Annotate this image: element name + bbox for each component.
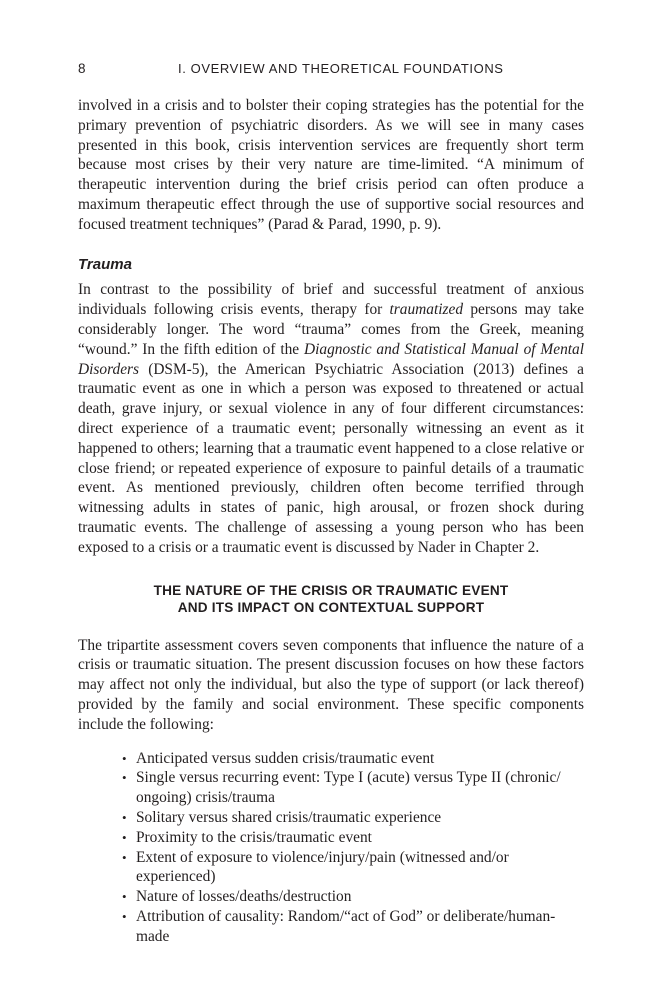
list-item-text: Proximity to the crisis/traumatic event [136,828,372,846]
list-item [122,848,584,888]
trauma-text-1: In contrast to the possibility of brief and successful treatment of anxious individuals following crisis events, therapy for [78,281,584,319]
bullet-icon: • [122,908,127,924]
bullet-icon: • [122,849,127,865]
list-item-text: Solitary versus shared crisis/traumatic experience [136,808,442,826]
trauma-text-2: persons may take considerably longer. The word “trauma” comes from the Greek, meaning “wound.” In the fifth edition of the [78,301,584,358]
running-head: I. OVERVIEW AND THEORETICAL FOUNDATIONS [178,61,504,76]
bullet-icon: • [122,889,127,905]
list-item [122,768,584,808]
intro-paragraph: involved in a crisis and to bolster their coping strategies has the potential for the primary prevention of psychiatric disorders. As we will see in many cases presented in this book, crisis intervention services are frequently short term because most crises by their very nature are time-limited. “A minimum of therapeutic intervention during the brief crisis period can often produce a maximum therapeutic effect through the use of supportive social resources and focused treatment techniques” (Parad & Parad, 1990, p. 9). [78,97,584,233]
list-item [122,828,584,848]
list-item-text: Single versus recurring event: Type I (acute) versus Type II (chronic/ ongoing) crisis/trauma [136,769,561,807]
bullet-icon: • [122,750,127,766]
traumatized-emphasis: traumatized [389,301,464,319]
page-body [78,96,584,946]
tripartite-paragraph: The tripartite assessment covers seven components that influence the nature of a crisis or traumatic situation. The present discussion focuses on how these factors may affect not only the individual, but also the type of support (or lack thereof) provided by the family and social environment. These specific components include the following: [78,636,584,733]
trauma-paragraph [78,280,584,557]
list-item [122,887,584,907]
bullet-icon: • [122,829,127,845]
list-item [122,907,584,947]
trauma-text-3: (DSM-5), the American Psychiatric Association (2013) defines a traumatic event as one in which a person was exposed to threatened or actual death, grave injury, or sexual violence in any of four different circumstances: direct experience of a traumatic event; personally witnessing an event as it happened to others; learning that a traumatic event happened to a close relative or close friend; or repeated experience of exposure to painful details of a traumatic event. As mentioned previously, children often become terrified through witnessing adults in states of panic, high arousal, or frozen shock during traumatic events. The challenge of assessing a young person who has been exposed to a crisis or a traumatic event is discussed by Nader in Chapter 2. [78,360,584,556]
bullet-icon: • [122,770,127,786]
list-item [122,808,584,828]
major-heading-line-1: THE NATURE OF THE CRISIS OR TRAUMATIC EVENT [153,582,509,598]
list-item-text: Nature of losses/deaths/destruction [136,888,352,906]
page-number: 8 [78,61,86,76]
list-item-text: Anticipated versus sudden crisis/traumatic event [136,749,435,767]
major-section-heading [78,582,584,616]
list-item [122,749,584,769]
trauma-heading: Trauma [78,255,132,273]
major-heading-line-2: AND ITS IMPACT ON CONTEXTUAL SUPPORT [177,599,485,615]
page-header [78,61,584,81]
components-list [78,749,584,947]
dsm-title-emphasis: Diagnostic and Statistical Manual of Mental Disorders [78,340,585,378]
list-item-text: Attribution of causality: Random/“act of God” or deliberate/human-made [136,907,556,945]
list-item-text: Extent of exposure to violence/injury/pain (witnessed and/or experienced) [136,848,509,886]
bullet-icon: • [122,809,127,825]
